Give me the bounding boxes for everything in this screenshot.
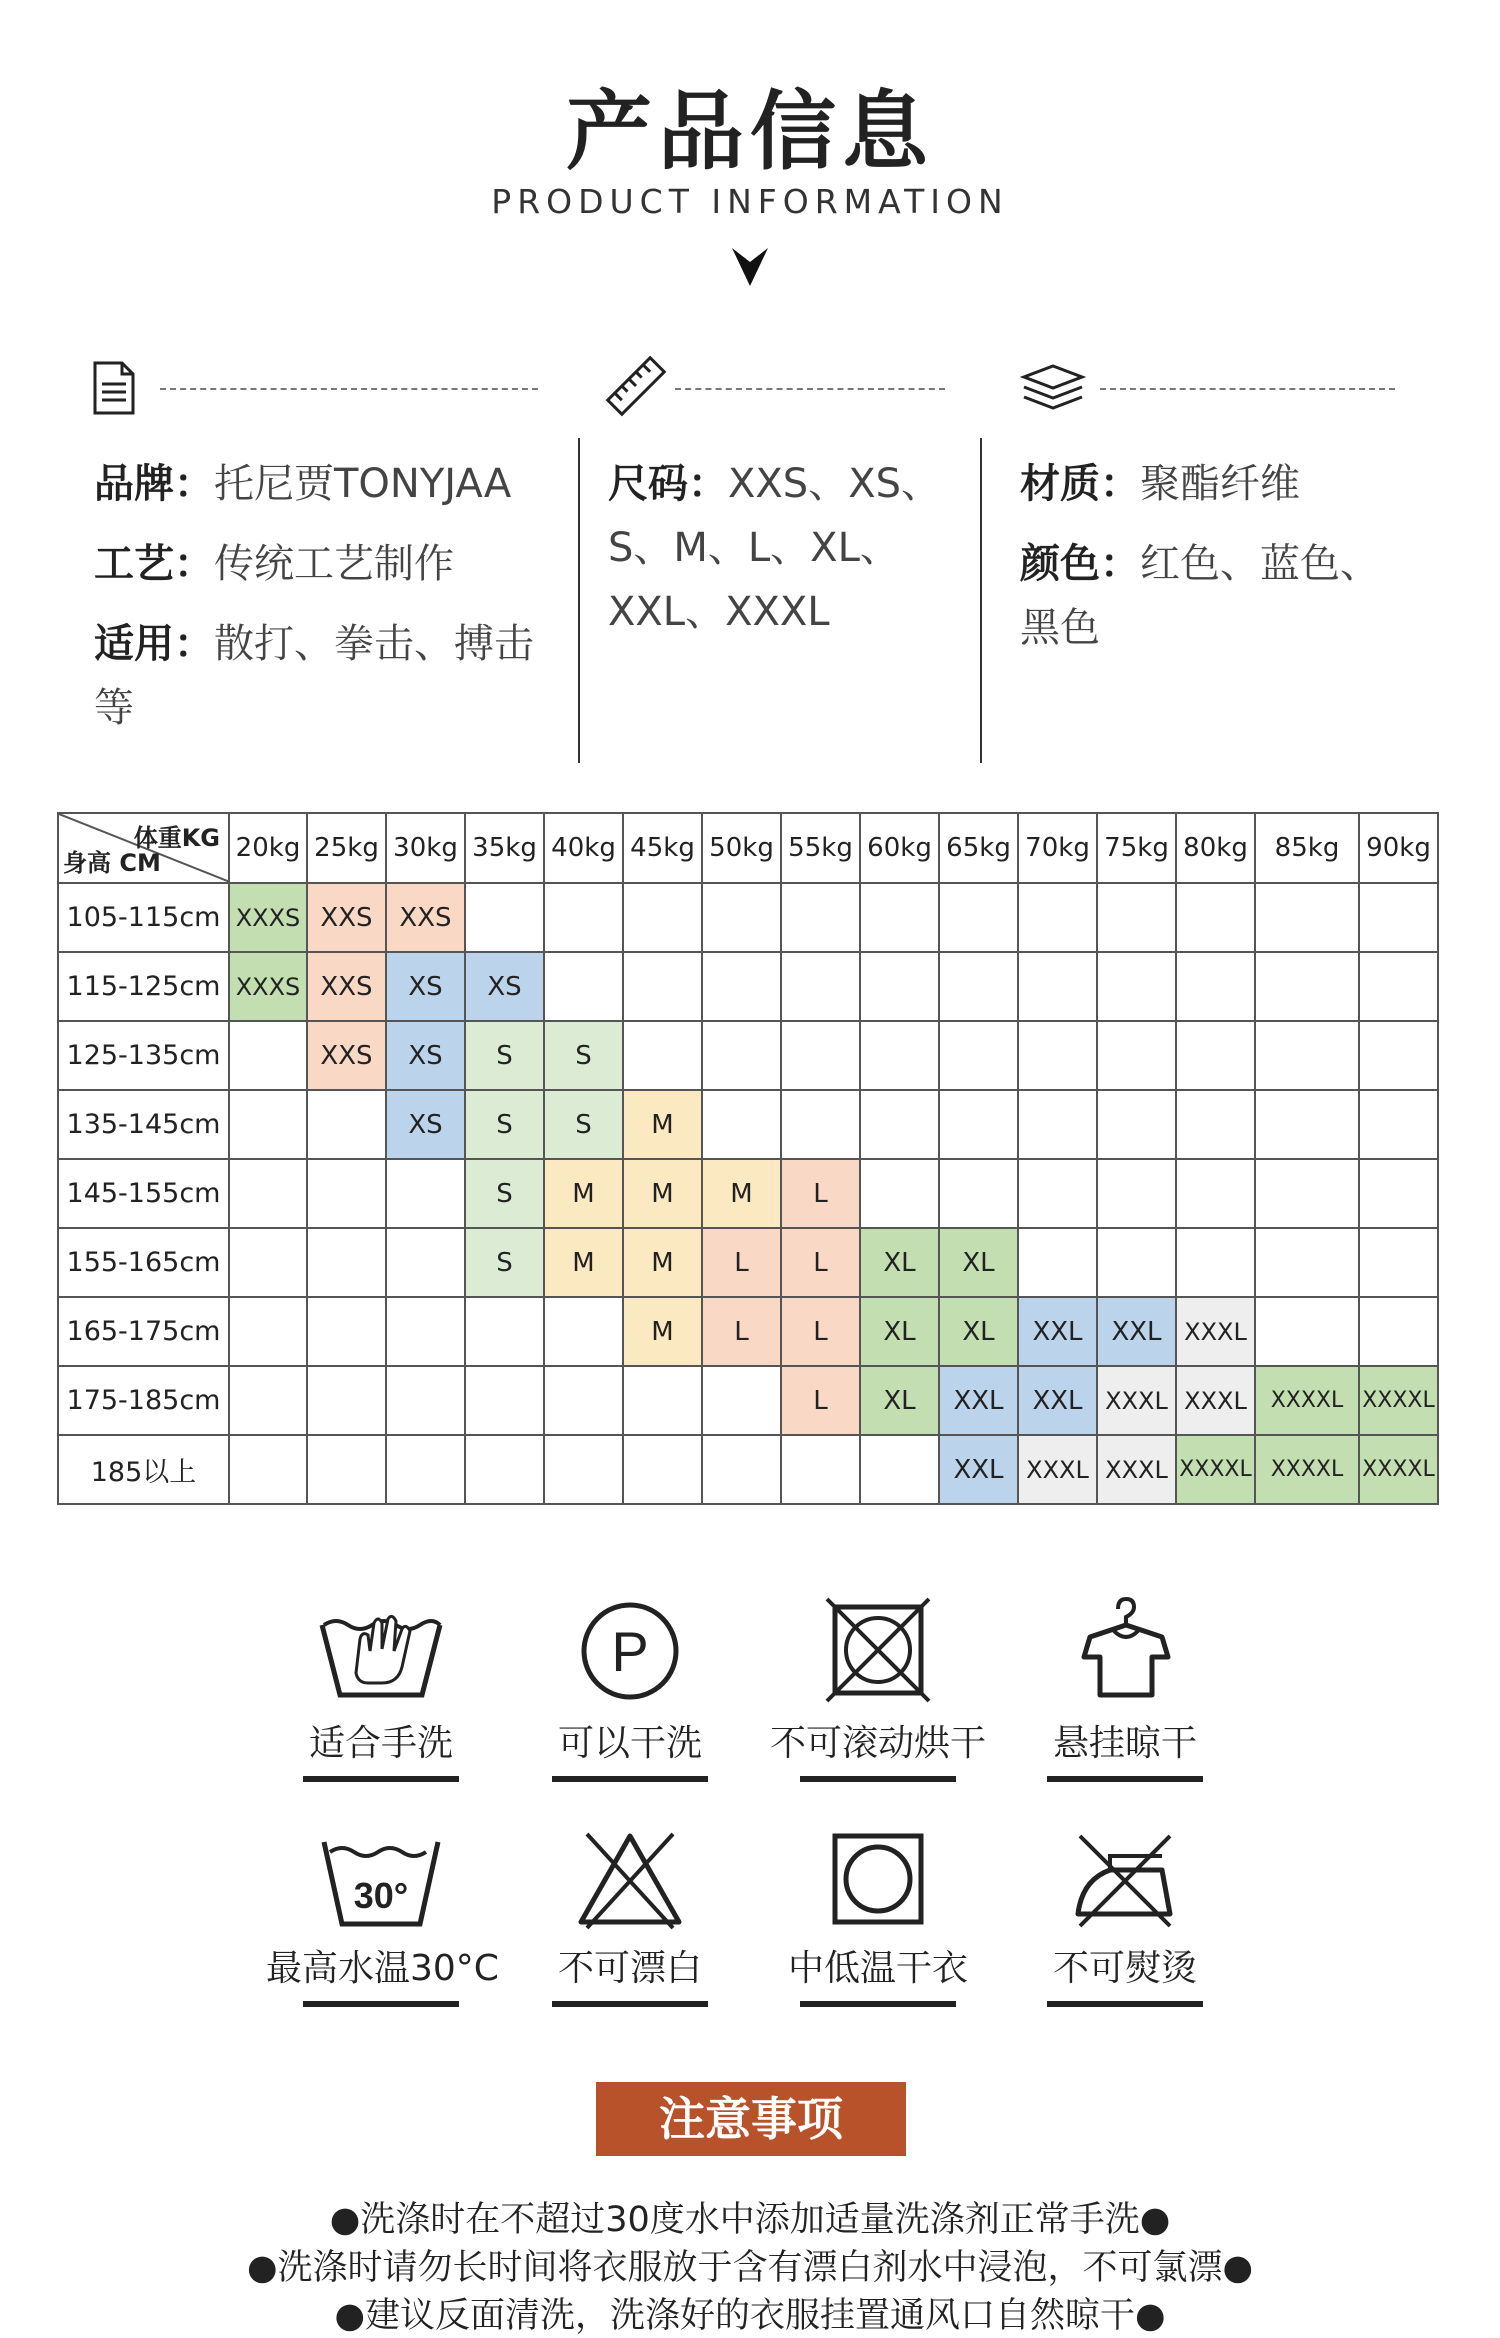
size-cell	[229, 1366, 307, 1435]
size-cell: XXXL	[1176, 1366, 1255, 1435]
usage-row: 适用：散打、拳击、搏击	[94, 621, 534, 667]
size-cell	[544, 1366, 623, 1435]
table-row	[58, 883, 1438, 952]
care-underline	[800, 1776, 956, 1782]
size-cell: M	[623, 1297, 702, 1366]
size-cell	[1255, 1090, 1359, 1159]
size-cell: XS	[465, 952, 544, 1021]
size-cell: XS	[386, 1021, 465, 1090]
size-cell	[702, 1090, 781, 1159]
size-cell	[702, 952, 781, 1021]
size-cell	[1018, 1090, 1097, 1159]
size-cell	[307, 1366, 386, 1435]
care-underline	[1047, 2001, 1203, 2007]
size-cell: M	[544, 1159, 623, 1228]
size-cell: S	[544, 1090, 623, 1159]
weight-header-cell: 35kg	[465, 813, 544, 883]
care-underline	[552, 1776, 708, 1782]
table-row	[58, 1366, 1438, 1435]
height-header-cell: 115-125cm	[58, 952, 229, 1021]
weight-header-cell: 25kg	[307, 813, 386, 883]
size-cell	[1359, 1297, 1438, 1366]
size-cell: M	[623, 1159, 702, 1228]
divider-dash	[675, 388, 945, 390]
notice-line: ●洗涤时请勿长时间将衣服放于含有漂白剂水中浸泡，不可氯漂●	[246, 2248, 1254, 2288]
height-header-cell: 175-185cm	[58, 1366, 229, 1435]
column-divider	[578, 438, 580, 763]
height-header-cell: 155-165cm	[58, 1228, 229, 1297]
table-row	[58, 1435, 1438, 1504]
size-cell	[1255, 1021, 1359, 1090]
size-cell	[386, 1435, 465, 1504]
size-cell: XXS	[386, 883, 465, 952]
page-title: 产品信息	[566, 82, 934, 182]
wash-30-icon	[316, 1830, 446, 1930]
size-cell	[1097, 1021, 1176, 1090]
dry-clean-icon	[575, 1595, 685, 1705]
chevron-down-icon	[730, 244, 770, 288]
care-label: 中低温干衣	[787, 1948, 968, 1989]
size-cell	[623, 883, 702, 952]
size-cell	[1255, 1228, 1359, 1297]
table-row	[58, 1090, 1438, 1159]
size-cell: XXXL	[1018, 1435, 1097, 1504]
size-cell: XXXXL	[1359, 1435, 1438, 1504]
care-wash-30	[266, 1830, 499, 2007]
size-cell: L	[702, 1228, 781, 1297]
size-cell	[307, 1090, 386, 1159]
size-row-cont: S、M、L、XL、	[608, 525, 900, 571]
table-corner-cell	[58, 813, 229, 883]
size-cell: M	[623, 1228, 702, 1297]
height-header-cell: 165-175cm	[58, 1297, 229, 1366]
hand-wash-icon	[316, 1595, 446, 1705]
size-cell: S	[465, 1021, 544, 1090]
size-cell: L	[781, 1228, 860, 1297]
height-header-cell: 145-155cm	[58, 1159, 229, 1228]
usage-row-cont: 等	[94, 685, 134, 731]
size-cell	[229, 1021, 307, 1090]
care-no-iron	[1010, 1830, 1240, 2007]
size-cell: XXXL	[1097, 1435, 1176, 1504]
weight-header-cell: 20kg	[229, 813, 307, 883]
brand-row: 品牌：托尼贾TONYJAA	[94, 461, 512, 507]
size-cell	[307, 1435, 386, 1504]
size-cell	[781, 883, 860, 952]
size-cell	[1097, 883, 1176, 952]
size-cell: M	[623, 1090, 702, 1159]
size-cell	[229, 1297, 307, 1366]
size-cell: XXXL	[1176, 1297, 1255, 1366]
size-cell	[1018, 1159, 1097, 1228]
size-cell: XXXXL	[1255, 1435, 1359, 1504]
weight-header-cell: 70kg	[1018, 813, 1097, 883]
size-cell	[623, 952, 702, 1021]
size-cell	[939, 1090, 1018, 1159]
size-cell	[1018, 1021, 1097, 1090]
size-cell	[702, 1435, 781, 1504]
height-header-cell: 105-115cm	[58, 883, 229, 952]
height-header-cell: 185以上	[58, 1435, 229, 1504]
care-underline	[303, 2001, 459, 2007]
size-cell	[860, 1159, 939, 1228]
size-cell: XXL	[1097, 1297, 1176, 1366]
size-cell	[1097, 1228, 1176, 1297]
size-cell	[544, 1297, 623, 1366]
care-hang-dry	[1010, 1595, 1240, 1782]
size-cell	[465, 1366, 544, 1435]
size-cell: XXXS	[229, 952, 307, 1021]
size-cell	[1097, 1090, 1176, 1159]
size-cell: XL	[860, 1366, 939, 1435]
care-label: 悬挂晾干	[1052, 1723, 1197, 1764]
height-axis-label: 身高 CM	[63, 849, 161, 877]
svg-text:30°: 30°	[353, 1875, 409, 1916]
ruler-icon	[604, 354, 668, 418]
size-cell	[1359, 883, 1438, 952]
weight-header-cell: 65kg	[939, 813, 1018, 883]
size-cell: M	[702, 1159, 781, 1228]
care-label: 不可熨烫	[1052, 1948, 1197, 1989]
weight-header-cell: 90kg	[1359, 813, 1438, 883]
size-cell: XL	[939, 1297, 1018, 1366]
size-cell	[1176, 1228, 1255, 1297]
size-cell: XXS	[307, 952, 386, 1021]
no-tumble-dry-icon	[823, 1595, 933, 1705]
size-cell	[939, 883, 1018, 952]
document-icon	[92, 360, 136, 416]
size-cell	[623, 1021, 702, 1090]
size-cell	[781, 1021, 860, 1090]
divider-dash	[160, 388, 538, 390]
size-cell	[939, 952, 1018, 1021]
table-header-row	[58, 813, 1438, 883]
color-row-cont: 黑色	[1020, 605, 1100, 651]
weight-header-cell: 40kg	[544, 813, 623, 883]
size-cell	[229, 1435, 307, 1504]
size-cell	[781, 952, 860, 1021]
size-cell	[1359, 1021, 1438, 1090]
care-underline	[1047, 1776, 1203, 1782]
size-cell: XXL	[1018, 1297, 1097, 1366]
size-cell	[1176, 952, 1255, 1021]
size-cell	[386, 1366, 465, 1435]
table-row	[58, 1297, 1438, 1366]
size-cell	[781, 1090, 860, 1159]
size-cell: XXXL	[1097, 1366, 1176, 1435]
info-column-2	[608, 452, 968, 644]
size-cell: L	[781, 1297, 860, 1366]
craft-row: 工艺：传统工艺制作	[94, 541, 454, 587]
size-cell: S	[465, 1228, 544, 1297]
size-cell: L	[702, 1297, 781, 1366]
size-cell	[702, 1366, 781, 1435]
size-cell: XXXS	[229, 883, 307, 952]
size-cell	[1176, 883, 1255, 952]
info-column-1	[94, 452, 574, 733]
size-cell: S	[465, 1090, 544, 1159]
size-cell	[781, 1435, 860, 1504]
size-cell	[1097, 1159, 1176, 1228]
size-cell	[1255, 952, 1359, 1021]
care-label: 可以干洗	[557, 1723, 702, 1764]
notice-title: 注意事项	[596, 2082, 906, 2156]
size-cell	[1255, 1297, 1359, 1366]
size-cell	[229, 1090, 307, 1159]
table-row	[58, 1159, 1438, 1228]
size-cell	[860, 1021, 939, 1090]
size-cell	[307, 1228, 386, 1297]
size-cell: XXS	[307, 1021, 386, 1090]
size-cell: XXXXL	[1255, 1366, 1359, 1435]
size-cell: XL	[860, 1228, 939, 1297]
size-cell	[860, 1090, 939, 1159]
size-cell	[860, 883, 939, 952]
size-cell	[1018, 1228, 1097, 1297]
care-dry-clean	[515, 1595, 745, 1782]
size-cell	[860, 952, 939, 1021]
size-cell	[465, 1435, 544, 1504]
size-cell	[702, 1021, 781, 1090]
size-cell: XXL	[1018, 1366, 1097, 1435]
size-cell	[307, 1297, 386, 1366]
size-cell	[623, 1366, 702, 1435]
height-header-cell: 135-145cm	[58, 1090, 229, 1159]
page-subtitle: PRODUCT INFORMATION	[491, 182, 1009, 221]
size-cell	[229, 1159, 307, 1228]
size-cell	[1018, 883, 1097, 952]
size-cell	[702, 883, 781, 952]
svg-text:P: P	[611, 1620, 649, 1683]
size-chart-table	[57, 812, 1439, 1505]
size-cell: L	[781, 1159, 860, 1228]
weight-header-cell: 80kg	[1176, 813, 1255, 883]
care-low-temp-dry	[763, 1830, 993, 2007]
size-cell	[544, 952, 623, 1021]
weight-header-cell: 30kg	[386, 813, 465, 883]
size-cell	[386, 1159, 465, 1228]
size-cell: M	[544, 1228, 623, 1297]
table-row	[58, 1228, 1438, 1297]
weight-header-cell: 60kg	[860, 813, 939, 883]
size-cell: XS	[386, 952, 465, 1021]
hang-dry-icon	[1070, 1595, 1180, 1705]
size-cell: XXL	[939, 1366, 1018, 1435]
size-row: 尺码：XXS、XS、	[608, 461, 941, 507]
weight-header-cell: 50kg	[702, 813, 781, 883]
size-cell: L	[781, 1366, 860, 1435]
size-cell	[1097, 952, 1176, 1021]
table-row	[58, 1021, 1438, 1090]
care-label: 适合手洗	[308, 1723, 453, 1764]
size-cell: XXXXL	[1176, 1435, 1255, 1504]
divider-dash	[1100, 388, 1395, 390]
no-bleach-icon	[575, 1830, 685, 1930]
size-row-cont: XXL、XXXL	[608, 589, 830, 635]
size-cell: XL	[860, 1297, 939, 1366]
size-cell	[544, 883, 623, 952]
size-cell	[1359, 1090, 1438, 1159]
color-row: 颜色：红色、蓝色、	[1020, 541, 1380, 587]
notice-line: ●洗涤时在不超过30度水中添加适量洗涤剂正常手洗●	[329, 2200, 1171, 2240]
size-cell	[465, 1297, 544, 1366]
size-cell	[386, 1228, 465, 1297]
size-cell	[1255, 883, 1359, 952]
care-underline	[303, 1776, 459, 1782]
care-no-bleach	[515, 1830, 745, 2007]
low-temp-dry-icon	[823, 1830, 933, 1930]
size-cell: XS	[386, 1090, 465, 1159]
size-cell	[1176, 1159, 1255, 1228]
no-iron-icon	[1070, 1830, 1180, 1930]
size-cell	[465, 883, 544, 952]
size-cell	[544, 1435, 623, 1504]
layers-icon	[1020, 362, 1086, 418]
size-cell	[229, 1228, 307, 1297]
size-cell: XL	[939, 1228, 1018, 1297]
weight-header-cell: 45kg	[623, 813, 702, 883]
table-row	[58, 952, 1438, 1021]
care-underline	[800, 2001, 956, 2007]
size-cell	[860, 1435, 939, 1504]
size-cell	[939, 1159, 1018, 1228]
info-column-3	[1020, 452, 1420, 653]
size-cell	[1255, 1159, 1359, 1228]
weight-axis-label: 体重KG	[133, 824, 220, 852]
care-label: 不可滚动烘干	[769, 1723, 986, 1764]
size-cell	[1176, 1021, 1255, 1090]
size-cell	[1359, 952, 1438, 1021]
size-cell	[1018, 952, 1097, 1021]
size-cell: XXXXL	[1359, 1366, 1438, 1435]
size-cell: S	[465, 1159, 544, 1228]
size-cell	[1176, 1090, 1255, 1159]
size-cell: S	[544, 1021, 623, 1090]
material-row: 材质：聚酯纤维	[1020, 461, 1300, 507]
size-cell	[1359, 1159, 1438, 1228]
care-no-tumble-dry	[763, 1595, 993, 1782]
care-label: 最高水温30°C	[266, 1948, 499, 1989]
care-underline	[552, 2001, 708, 2007]
size-cell	[939, 1021, 1018, 1090]
size-cell	[623, 1435, 702, 1504]
weight-header-cell: 75kg	[1097, 813, 1176, 883]
size-cell: XXL	[939, 1435, 1018, 1504]
weight-header-cell: 55kg	[781, 813, 860, 883]
weight-header-cell: 85kg	[1255, 813, 1359, 883]
care-label: 不可漂白	[557, 1948, 702, 1989]
notice-line: ●建议反面清洗，洗涤好的衣服挂置通风口自然晾干●	[334, 2296, 1166, 2336]
size-cell	[307, 1159, 386, 1228]
height-header-cell: 125-135cm	[58, 1021, 229, 1090]
size-cell	[1359, 1228, 1438, 1297]
size-cell: XXS	[307, 883, 386, 952]
care-hand-wash	[266, 1595, 496, 1782]
size-cell	[386, 1297, 465, 1366]
column-divider	[980, 438, 982, 763]
